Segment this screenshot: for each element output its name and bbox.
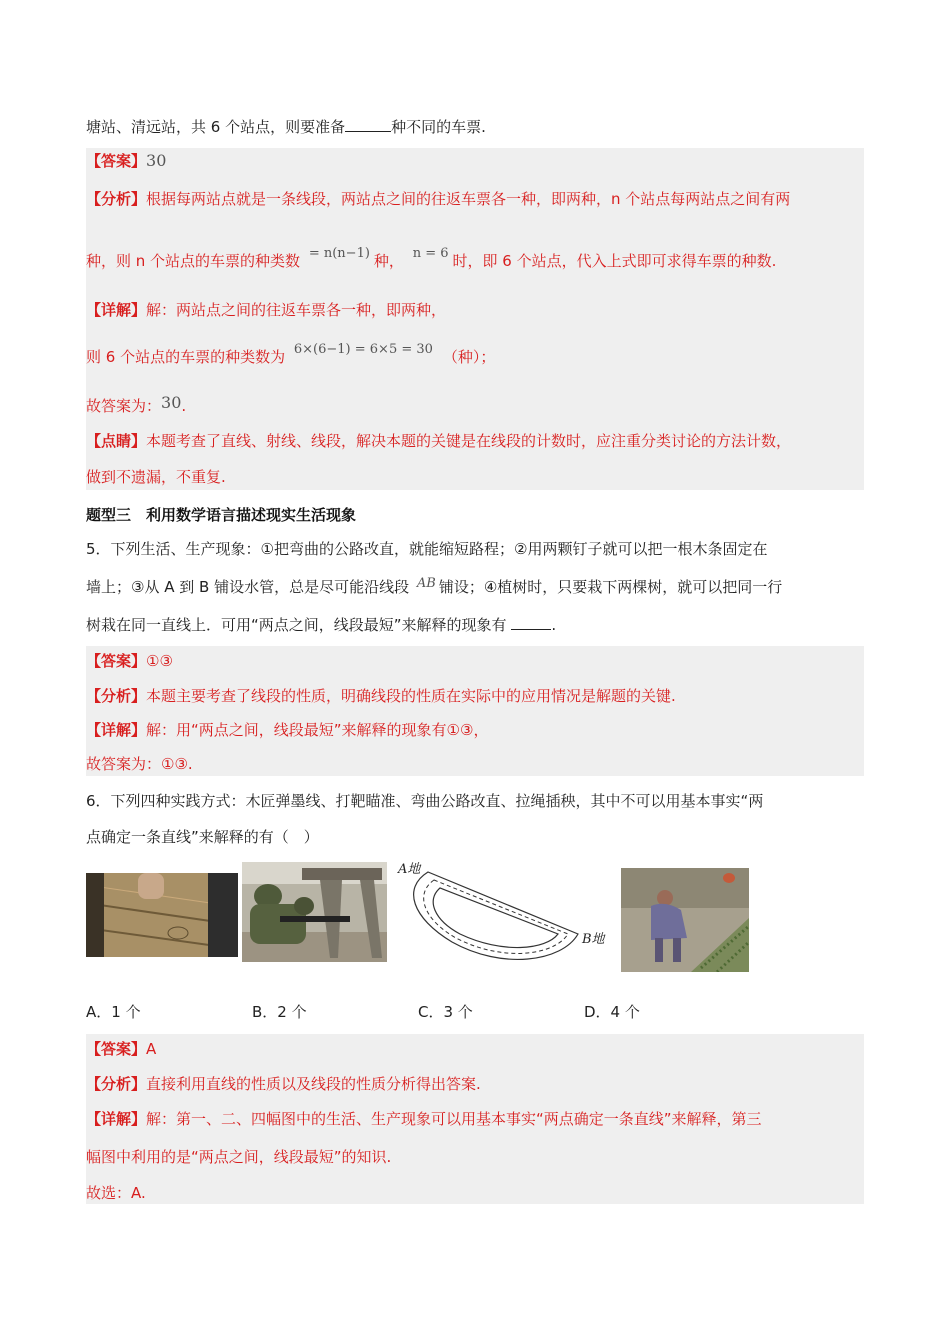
road-diagram-svg — [392, 858, 614, 968]
shooting-photo — [242, 862, 387, 962]
label-a-place: A地 — [398, 862, 421, 877]
answer-value: 30 — [146, 151, 167, 170]
label-b-place: B地 — [582, 932, 605, 947]
answer-blank[interactable] — [345, 117, 391, 132]
solution-box-q5 — [86, 646, 864, 776]
q4-comment-line2: 做到不遗漏，不重复. — [86, 468, 226, 486]
question-4-tail — [86, 116, 486, 138]
option-b[interactable]: B．2 个 — [252, 1003, 307, 1021]
q6-detail-line1: 【详解】解：第一、二、四幅图中的生活、生产现象可以用基本事实“两点确定一条直线”来解释，第三 — [86, 1110, 762, 1128]
question-6-line1: 6．下列四种实践方式：木匠弹墨线、打靶瞄准、弯曲公路改直、拉绳插秧，其中不可以用基本事实“两 — [86, 792, 764, 810]
q4-analysis-line1: 【分析】根据每两站点就是一条线段，两站点之间的往返车票各一种，即两种，n 个站点每两站点之间有两 — [86, 190, 791, 208]
formula: n = 6 — [412, 246, 449, 261]
formula: 6×(6−1) = 6×5 = 30 — [293, 342, 433, 357]
q6-answer: 【答案】A — [86, 1040, 157, 1058]
formula: = n(n−1) — [308, 246, 370, 261]
q6-detail-line3: 故选：A. — [86, 1184, 146, 1202]
q6-detail-line2: 幅图中利用的是“两点之间，线段最短”的知识. — [86, 1148, 392, 1166]
carpenter-photo — [86, 873, 238, 957]
rice-planting-illustration — [621, 868, 749, 972]
q6-analysis: 【分析】直接利用直线的性质以及线段的性质分析得出答案. — [86, 1075, 481, 1093]
option-c[interactable]: C．3 个 — [418, 1003, 473, 1021]
q5-detail-line2: 故答案为：①③. — [86, 755, 193, 773]
q5-answer: 【答案】①③ — [86, 652, 173, 670]
question-5-line3: 树栽在同一直线上．可用“两点之间，线段最短”来解释的现象有 . — [86, 616, 557, 634]
carpenter-illustration — [86, 873, 238, 957]
road-diagram — [392, 858, 614, 968]
q5-analysis: 【分析】本题主要考查了线段的性质，明确线段的性质在实际中的应用情况是解题的关键. — [86, 687, 676, 705]
question-6-line2: 点确定一条直线”来解释的有（ ） — [86, 828, 319, 846]
answer-blank[interactable] — [511, 615, 551, 630]
q5-detail-line1: 【详解】解：用“两点之间，线段最短”来解释的现象有①③， — [86, 721, 489, 739]
question-text: 塘站、清远站，共 6 个站点，则要准备 — [86, 118, 346, 136]
q4-analysis-line2: 种，则 n 个站点的车票的种类数 = n(n−1) 种， n = 6 时，即 6 个站点，代入上式即可求得车票的种数. — [86, 246, 777, 270]
rice-planting-photo — [621, 868, 749, 972]
q4-answer: 【答案】30 — [86, 151, 167, 170]
question-5-line2: 墙上；③从 A 到 B 铺设水管，总是尽可能沿线段 AB 铺设；④植树时，只要栽下两棵树，就可以把同一行 — [86, 576, 783, 596]
q4-detail-line3: 故答案为：30. — [86, 393, 187, 415]
option-d[interactable]: D．4 个 — [584, 1003, 640, 1021]
option-a[interactable]: A．1 个 — [86, 1003, 141, 1021]
q4-detail-line1: 【详解】解：两站点之间的往返车票各一种，即两种， — [86, 301, 447, 319]
section-title: 题型三 利用数学语言描述现实生活现象 — [86, 506, 357, 524]
question-text: 种不同的车票. — [391, 118, 486, 136]
q4-detail-line2: 则 6 个站点的车票的种类数为 6×(6−1) = 6×5 = 30 （种）； — [86, 342, 496, 366]
q4-comment-line1: 【点睛】本题考查了直线、射线、线段，解决本题的关键是在线段的计数时，应注重分类讨论的方法计数， — [86, 432, 792, 450]
shooting-illustration — [242, 862, 387, 962]
question-5-line1: 5．下列生活、生产现象：①把弯曲的公路改直，就能缩短路程；②用两颗钉子就可以把一根木条固定在 — [86, 540, 768, 558]
